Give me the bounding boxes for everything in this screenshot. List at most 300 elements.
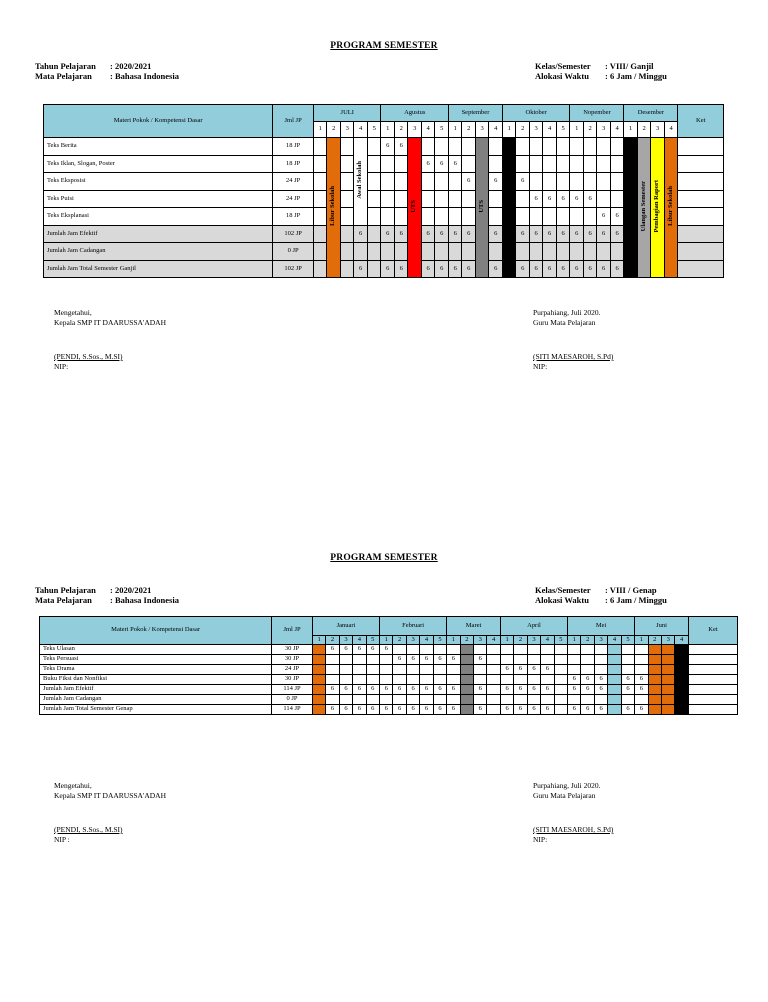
ket-cell [678,208,724,226]
meta-left-genap [35,585,179,605]
mengetahui-text: Mengetahui, [54,781,92,790]
week-number: 1 [500,636,513,645]
mark-six: 6 [453,264,457,272]
mark-six: 6 [599,705,603,713]
week-cell [489,260,503,278]
week-cell [514,685,527,695]
mark-six: 6 [344,705,348,713]
kelas-value: : VIII/ Ganjil [605,61,654,71]
week-cell [608,695,621,705]
week-number: 3 [474,636,487,645]
mark-six: 6 [330,685,335,693]
week-cell [420,675,433,685]
materi-cell: Jumlah Jam Cadangan [44,243,273,261]
mark-six: 6 [548,229,552,237]
week-number: 4 [675,636,688,645]
mark-six: 6 [451,705,456,713]
month-header: April [500,617,567,636]
week-cell [554,665,567,675]
week-cell [313,243,326,261]
mark-six: 6 [330,705,335,713]
week-cell [489,190,503,208]
week-cell [675,665,688,675]
week-cell [462,243,475,261]
mark-six: 6 [561,229,565,237]
ket-cell [688,645,737,655]
week-number: 5 [554,636,567,645]
week-cell [662,655,675,665]
week-cell [583,155,596,173]
mark-six: 6 [521,229,525,237]
week-cell [339,705,352,715]
week-cell [556,155,570,173]
nip-guru: NIP: [533,362,548,371]
mark-six: 6 [639,685,643,693]
week-number: 5 [367,122,381,138]
week-cell [637,138,650,278]
jp-cell: 102 JP [273,260,314,278]
mark-six: 6 [586,675,590,683]
week-cell [568,685,581,695]
week-cell [380,645,393,655]
week-cell [394,243,407,261]
week-cell [353,695,366,705]
week-cell [393,655,406,665]
week-cell [648,655,661,665]
week-cell [447,685,460,695]
mark-six: 6 [575,264,579,272]
materi-cell: Jumlah Jam Total Semester Genap [40,705,272,715]
week-cell [460,695,473,705]
week-cell [460,705,473,715]
week-cell [541,705,554,715]
tahun-value: : 2020/2021 [110,585,152,595]
jp-cell: 114 JP [272,685,313,695]
mark-six: 6 [532,705,536,713]
week-number: 4 [420,636,433,645]
week-number: 3 [527,636,540,645]
kelas-label: Kelas/Semester [535,61,591,71]
mark-six: 6 [599,685,603,693]
mark-six: 6 [330,645,335,653]
jp-cell: 24 JP [273,173,314,191]
week-cell [568,665,581,675]
mark-six: 6 [344,685,348,693]
week-cell [624,260,637,278]
week-cell [489,208,503,226]
mark-six: 6 [494,264,498,272]
week-cell [380,705,393,715]
week-cell [597,225,610,243]
mark-six: 6 [398,705,402,713]
mark-six: 6 [518,705,523,713]
month-header: Desember [624,105,678,122]
week-cell [597,138,610,156]
week-cell [529,225,542,243]
materi-cell: Jumlah Jam Efektif [40,685,272,695]
mark-six: 6 [586,705,590,713]
week-cell [339,665,352,675]
week-number: 2 [648,636,661,645]
mark-six: 6 [453,159,457,167]
week-cell [474,675,487,685]
week-cell [435,190,449,208]
mark-six: 6 [451,655,456,663]
materi-cell: Jumlah Jam Cadangan [40,695,272,705]
week-cell [367,225,381,243]
week-cell [326,685,339,695]
week-number: 4 [489,122,503,138]
week-cell [621,655,634,665]
week-cell [460,645,473,655]
ket-cell [688,695,737,705]
week-cell [502,173,515,191]
week-number: 4 [541,636,554,645]
tahun-label: Tahun Pelajaran [35,61,96,71]
week-cell [597,173,610,191]
week-number: 2 [637,122,650,138]
week-cell [624,138,637,156]
week-cell [435,225,449,243]
mark-six: 6 [386,264,390,272]
week-cell [448,138,461,156]
week-cell [433,695,446,705]
mark-six: 6 [521,264,525,272]
mark-six: 6 [505,705,509,713]
week-cell [474,685,487,695]
week-cell [594,675,607,685]
week-cell [608,645,621,655]
ket-cell [678,243,724,261]
week-cell [529,138,542,156]
week-cell [339,655,352,665]
jp-cell: 18 JP [273,208,314,226]
week-cell [475,138,488,278]
week-cell [514,695,527,705]
week-cell [583,138,596,156]
week-cell [339,685,352,695]
week-number: 4 [421,122,434,138]
week-number: 4 [610,122,623,138]
week-cell [581,645,594,655]
mark-six: 6 [626,675,630,683]
vertical-label: Pembagian Raport [653,179,661,233]
week-cell [543,190,556,208]
week-cell [543,243,556,261]
week-cell [448,155,461,173]
week-cell [597,208,610,226]
vertical-label: Libur Sekolah [666,186,674,227]
mark-six: 6 [639,675,643,683]
week-cell [340,260,353,278]
week-number: 1 [635,636,648,645]
mengetahui-text: Mengetahui, [54,308,92,317]
mark-six: 6 [494,229,498,237]
week-cell [380,685,393,695]
ket-cell [678,190,724,208]
week-cell [460,665,473,675]
week-cell [313,173,326,191]
mark-six: 6 [399,264,403,272]
week-cell [541,685,554,695]
week-cell [570,138,583,156]
week-cell [556,243,570,261]
mark-six: 6 [626,705,630,713]
week-cell [487,685,500,695]
week-cell [583,208,596,226]
week-cell [447,695,460,705]
week-cell [394,225,407,243]
mark-six: 6 [478,685,482,693]
week-cell [648,645,661,655]
month-header: Mei [568,617,635,636]
week-cell [610,260,623,278]
week-cell [489,173,503,191]
week-cell [648,695,661,705]
week-cell [313,260,326,278]
mark-six: 6 [399,229,403,237]
week-number: 2 [583,122,596,138]
header-jml: Jml JP [272,617,313,645]
mark-six: 6 [438,685,442,693]
week-cell [381,260,394,278]
week-cell [313,208,326,226]
signature-right-ganjil [533,308,613,372]
week-number: 3 [529,122,542,138]
week-cell [381,190,394,208]
week-cell [326,705,339,715]
month-header: JULI [313,105,381,122]
header-materi: Materi Pokok / Kompetensi Dasar [44,105,273,138]
week-cell [556,225,570,243]
week-cell [608,665,621,675]
week-cell [353,655,366,665]
mark-six: 6 [426,264,430,272]
week-cell [433,705,446,715]
mark-six: 6 [532,685,536,693]
week-cell [516,260,529,278]
week-cell [610,208,623,226]
week-cell [420,695,433,705]
week-cell [570,190,583,208]
week-cell [516,243,529,261]
week-number: 1 [381,122,394,138]
week-cell [435,208,449,226]
mark-six: 6 [411,685,415,693]
week-number: 4 [353,636,366,645]
week-cell [367,208,381,226]
mark-six: 6 [451,685,456,693]
month-header: Nopember [570,105,624,122]
mark-six: 6 [357,645,361,653]
week-cell [489,243,503,261]
mark-six: 6 [534,264,538,272]
week-cell [474,665,487,675]
week-number: 5 [433,636,446,645]
week-cell [460,685,473,695]
week-cell [610,243,623,261]
week-cell [635,705,648,715]
week-cell [339,695,352,705]
week-cell [570,225,583,243]
week-cell [420,705,433,715]
week-cell [624,243,637,261]
week-cell [529,190,542,208]
mark-six: 6 [411,655,415,663]
alokasi-label: Alokasi Waktu [535,595,589,605]
week-cell [406,685,419,695]
week-cell [624,208,637,226]
mark-six: 6 [572,685,576,693]
week-cell [420,645,433,655]
week-cell [312,705,325,715]
meta-left-ganjil [35,61,179,81]
mark-six: 6 [561,264,565,272]
week-cell [568,645,581,655]
materi-cell: Teks Eksplanasi [44,208,273,226]
week-cell [675,675,688,685]
week-number: 1 [570,122,583,138]
week-cell [541,695,554,705]
ket-cell [688,685,737,695]
jp-cell: 0 JP [273,243,314,261]
week-cell [624,190,637,208]
week-cell [502,225,515,243]
week-cell [648,705,661,715]
week-cell [367,138,381,156]
nip-guru: NIP: [533,835,548,844]
week-cell [500,645,513,655]
mark-six: 6 [411,705,415,713]
week-number: 1 [448,122,461,138]
mark-six: 6 [532,665,536,673]
week-cell [516,173,529,191]
week-number: 3 [597,122,610,138]
mapel-value: : Bahasa Indonesia [110,71,179,81]
week-cell [610,225,623,243]
week-number: 3 [340,122,353,138]
mark-six: 6 [426,159,430,167]
jp-cell: 18 JP [273,155,314,173]
week-cell [366,645,379,655]
week-cell [500,675,513,685]
week-cell [527,685,540,695]
materi-cell: Teks Drama [40,665,272,675]
week-cell [570,155,583,173]
week-cell [340,243,353,261]
week-cell [556,190,570,208]
week-cell [675,685,688,695]
week-cell [487,675,500,685]
mark-six: 6 [505,665,509,673]
alokasi-label: Alokasi Waktu [535,71,589,81]
week-cell [462,260,475,278]
vertical-label: UTS [410,199,418,213]
week-cell [367,173,381,191]
ket-cell [688,655,737,665]
week-cell [366,685,379,695]
week-cell [380,695,393,705]
week-cell [529,260,542,278]
week-number: 5 [435,122,449,138]
mark-six: 6 [586,685,590,693]
week-cell [514,665,527,675]
week-cell [380,675,393,685]
week-cell [421,208,434,226]
week-cell [435,243,449,261]
month-header: Februari [380,617,447,636]
week-cell [393,645,406,655]
ket-cell [678,155,724,173]
week-cell [421,243,434,261]
week-cell [394,138,407,156]
week-cell [448,190,461,208]
week-cell [448,208,461,226]
mark-six: 6 [478,705,482,713]
week-number: 1 [568,636,581,645]
week-cell [394,173,407,191]
mark-six: 6 [467,264,471,272]
mark-six: 6 [357,685,361,693]
week-cell [406,695,419,705]
mark-six: 6 [602,229,606,237]
week-cell [353,645,366,655]
week-cell [516,138,529,156]
week-cell [367,190,381,208]
mark-six: 6 [371,705,375,713]
week-cell [594,655,607,665]
week-cell [594,665,607,675]
week-cell [516,155,529,173]
week-cell [354,138,367,226]
week-cell [353,685,366,695]
week-cell [500,655,513,665]
week-cell [543,225,556,243]
mark-six: 6 [438,655,442,663]
week-cell [554,695,567,705]
week-cell [502,243,515,261]
week-cell [624,155,637,173]
week-cell [474,645,487,655]
week-cell [462,190,475,208]
materi-cell: Buku Fiksi dan Nonfiksi [40,675,272,685]
ket-cell [688,665,737,675]
week-cell [448,243,461,261]
week-cell [394,155,407,173]
week-cell [662,695,675,705]
page-title-ganjil: PROGRAM SEMESTER [330,41,438,51]
mark-six: 6 [518,685,523,693]
week-cell [581,695,594,705]
mark-six: 6 [371,645,375,653]
week-cell [353,705,366,715]
mark-six: 6 [359,229,363,237]
mark-six: 6 [572,675,576,683]
week-cell [675,645,688,655]
week-cell [487,655,500,665]
week-cell [662,645,675,655]
mark-six: 6 [357,705,361,713]
week-number: 3 [594,636,607,645]
week-cell [610,138,623,156]
month-header: Oktober [502,105,569,122]
mark-six: 6 [615,264,619,272]
week-cell [570,208,583,226]
signature-left-ganjil [54,308,166,372]
jp-cell: 18 JP [273,138,314,156]
week-cell [608,685,621,695]
week-cell [635,695,648,705]
